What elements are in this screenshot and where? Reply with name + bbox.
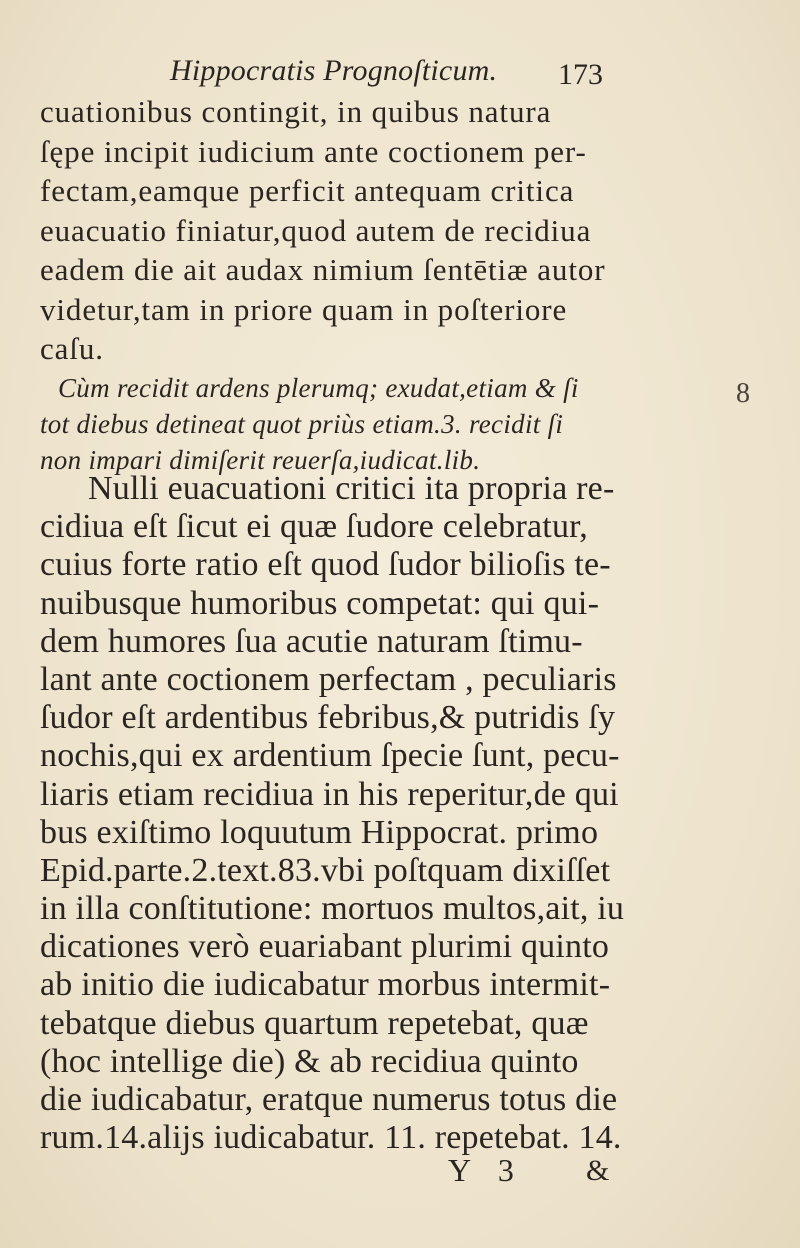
text-line: in illa conſtitutione: mortuos multos,ait, iu	[40, 890, 625, 928]
text-line: cuius forte ratio eſt quod ſudor bilioſis te-	[40, 546, 611, 584]
text-line: Nulli euacuationi critici ita propria re-	[88, 470, 615, 507]
quote-line: tot diebus detineat quot priùs etiam.3. recidit ſi	[40, 409, 564, 439]
text-line: cidiua eſt ſicut ei quæ ſudore celebratur,	[40, 508, 589, 546]
text-line: euacuatio finiatur,quod autem de recidiua	[40, 212, 592, 248]
aphorism-quote	[40, 370, 630, 478]
text-line: rum.14.alijs iudicabatur. 11. repetebat. 14.	[40, 1119, 622, 1157]
text-line: fectam,eamque perficit antequam critica	[40, 173, 575, 208]
text-line: Epid.parte.2.text.83.vbi poſtquam dixiſſet	[40, 851, 611, 889]
body-paragraph	[40, 470, 630, 1157]
text-line: videtur,tam in priore quam in poſteriore	[40, 291, 568, 327]
text-line: ſępe incipit iudicium ante coctionem per-	[40, 133, 587, 169]
signature-mark: Y 3	[448, 1152, 524, 1188]
commentary-paragraph	[40, 92, 630, 369]
text-line: nochis,qui ex ardentium ſpecie ſunt, pecu-	[40, 737, 620, 775]
text-line: lant ante coctionem perfectam , peculiaris	[40, 660, 617, 698]
page-footer	[0, 1152, 800, 1202]
text-line: ab initio die iudicabatur morbus intermit-	[40, 966, 611, 1004]
text-line: liaris etiam recidiua in his reperitur,de qui	[40, 775, 619, 813]
text-line: tebatque diebus quartum repetebat, quæ	[40, 1004, 589, 1042]
text-line: ſudor eſt ardentibus febribus,& putridis ſy	[40, 699, 616, 737]
text-line: (hoc intellige die) & ab recidiua quinto	[40, 1042, 579, 1080]
page-number: 173	[558, 58, 603, 91]
text-line: cuationibus contingit, in quibus natura	[40, 94, 552, 129]
quote-line: Cùm recidit ardens plerumq; exudat,etiam & ſi	[58, 373, 579, 403]
page-header	[0, 54, 800, 94]
text-line: dicationes verò euariabant plurimi quinto	[40, 928, 610, 966]
running-title: Hippocratis Prognoſticum.	[170, 54, 498, 87]
catchword: &	[586, 1154, 610, 1187]
text-line: nuibusque humoribus competat: qui qui-	[40, 584, 600, 622]
text-line: die iudicabatur, eratque numerus totus die	[40, 1081, 618, 1118]
text-line: bus exiſtimo loquutum Hippocrat. primo	[40, 813, 599, 851]
quote-line: non impari dimiſerit reuerſa,iudicat.lib.	[40, 445, 481, 475]
text-line: caſu.	[40, 331, 104, 366]
margin-reference-number: 8	[736, 378, 750, 409]
text-line: eadem die ait audax nimium ſentētiæ autor	[40, 252, 606, 287]
text-line: dem humores ſua acutie naturam ſtimu-	[40, 622, 583, 660]
